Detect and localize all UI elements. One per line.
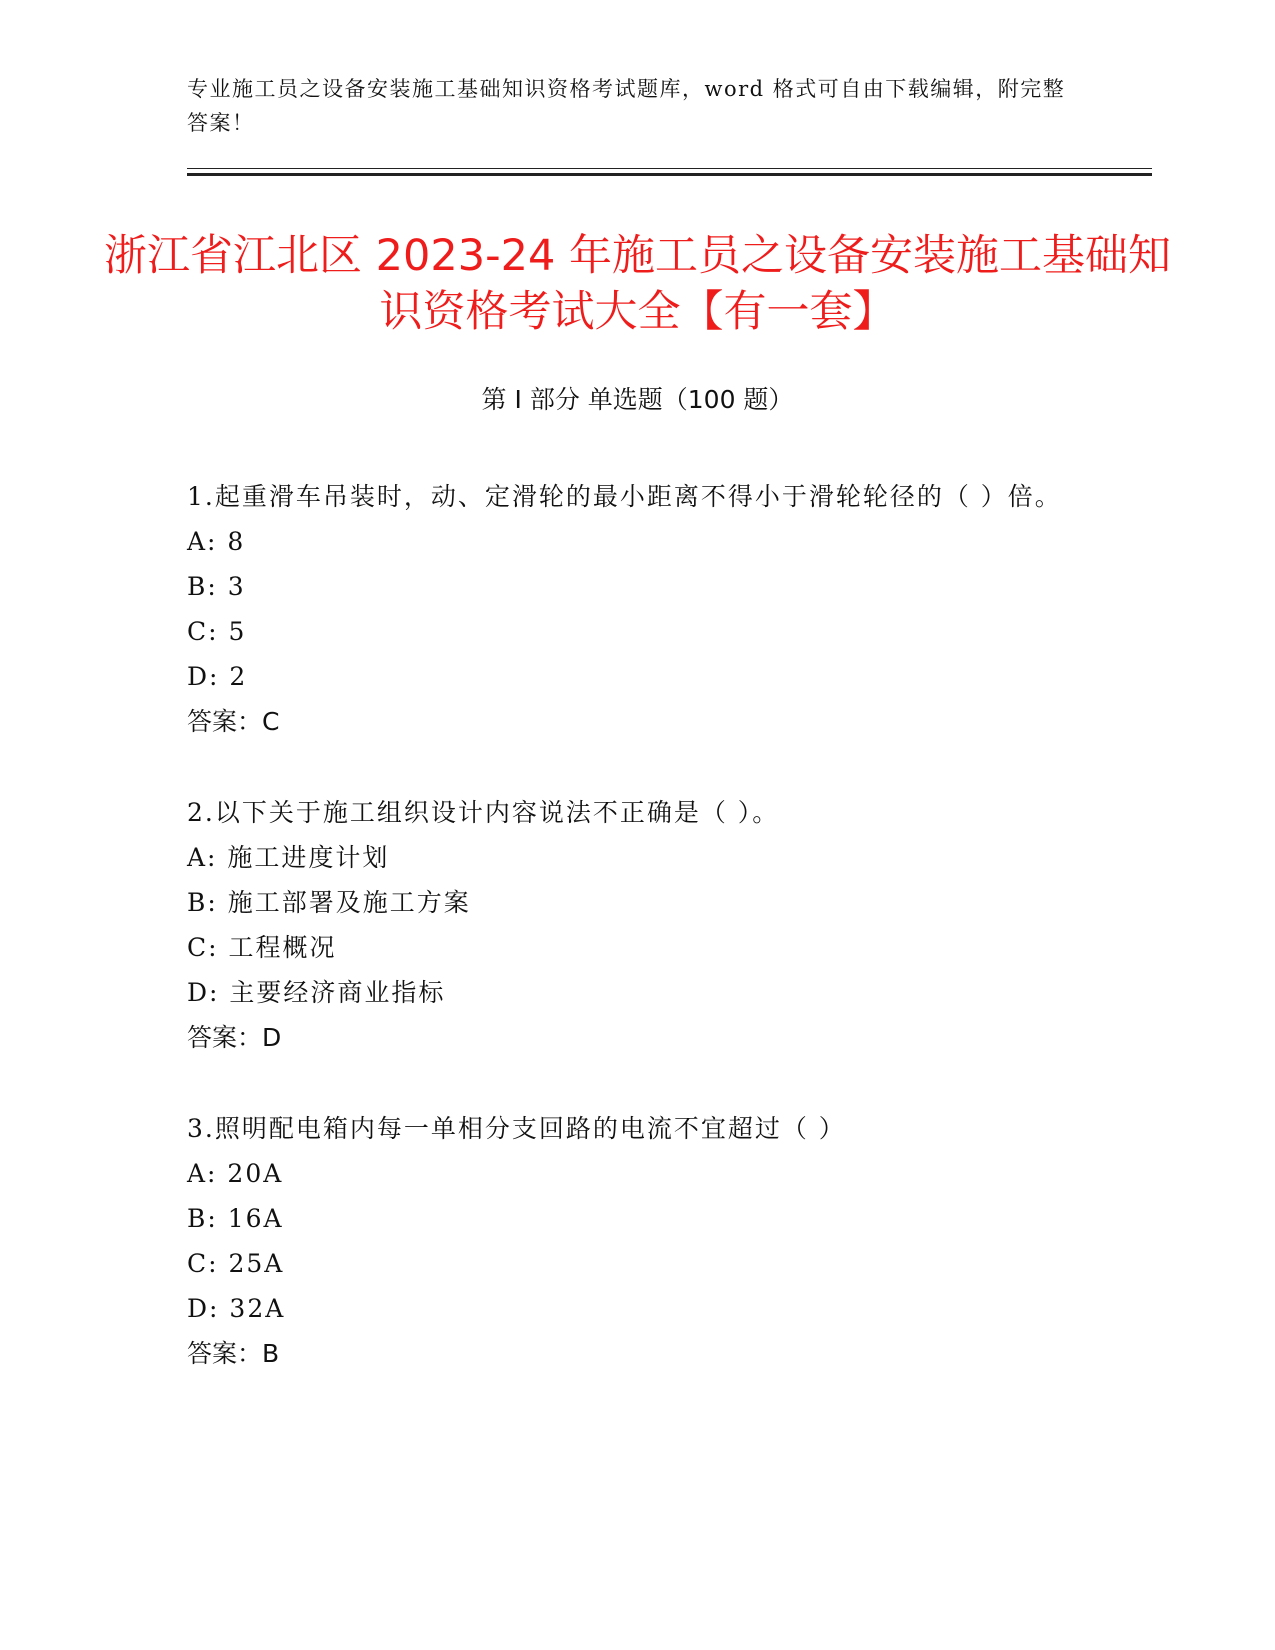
question-text: 2.以下关于施工组织设计内容说法不正确是（ ）。	[187, 798, 780, 827]
option-a: A: 8	[187, 527, 246, 556]
option-c: C: 25A	[187, 1249, 285, 1278]
option-b: B: 3	[187, 572, 246, 601]
question-3	[187, 1106, 1087, 1376]
option-c: C: 5	[187, 617, 247, 646]
option-b: B: 16A	[187, 1204, 284, 1233]
header-note: 专业施工员之设备安装施工基础知识资格考试题库，word 格式可自由下载编辑，附完整答案！	[187, 77, 1066, 135]
option-d: D: 32A	[187, 1294, 286, 1323]
option-a: A: 施工进度计划	[187, 843, 390, 872]
question-2	[187, 790, 1087, 1060]
section-heading: 第 I 部分 单选题（100 题）	[481, 385, 794, 414]
answer: 答案：B	[187, 1339, 280, 1368]
option-d: D: 2	[187, 662, 248, 691]
question-1	[187, 474, 1087, 744]
header-divider-thick	[187, 173, 1152, 176]
header-divider-thin	[187, 168, 1152, 169]
document-title: 浙江省江北区 2023-24 年施工员之设备安装施工基础知识资格考试大全【有一套】	[103, 231, 1171, 337]
option-b: B: 施工部署及施工方案	[187, 888, 471, 917]
option-d: D: 主要经济商业指标	[187, 978, 446, 1007]
question-list	[187, 474, 1087, 1422]
answer: 答案：D	[187, 1023, 282, 1052]
answer: 答案：C	[187, 707, 280, 736]
question-text: 3.照明配电箱内每一单相分支回路的电流不宜超过（ ）	[187, 1114, 846, 1143]
question-text: 1.起重滑车吊装时，动、定滑轮的最小距离不得小于滑轮轮径的（ ）倍。	[187, 482, 1062, 511]
option-a: A: 20A	[187, 1159, 284, 1188]
option-c: C: 工程概况	[187, 933, 337, 962]
